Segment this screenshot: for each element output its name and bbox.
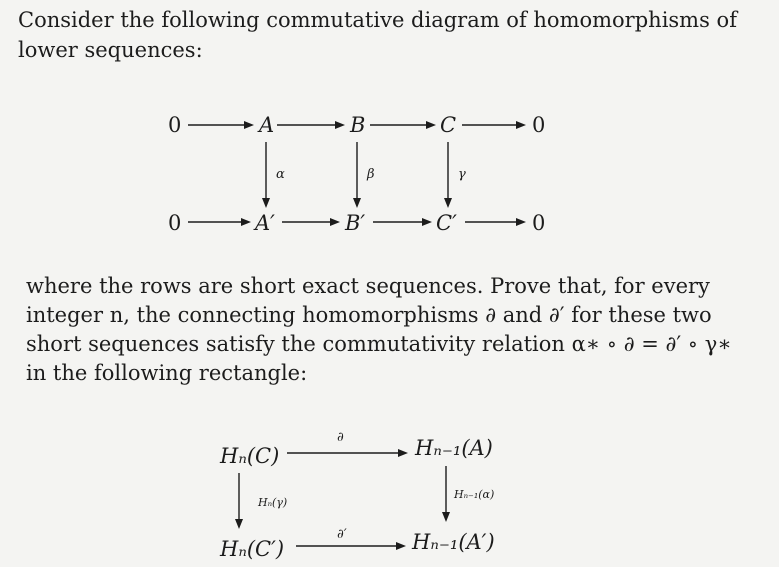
label-boundary: ∂: [337, 430, 344, 445]
arrowhead: [444, 198, 452, 208]
arrowhead: [353, 198, 361, 208]
arrowhead: [426, 121, 436, 129]
label-Hn1-alpha: Hₙ₋₁(α): [454, 488, 495, 501]
node-Hn1-A: Hₙ₋₁(A): [415, 436, 493, 460]
label-Hn-gamma: Hₙ(γ): [258, 496, 288, 509]
body-line-4: in the following rectangle:: [26, 361, 308, 385]
node-A-prime: A′: [255, 211, 275, 235]
arrowhead: [442, 512, 450, 522]
arrowhead: [244, 121, 254, 129]
arrowhead: [235, 519, 243, 529]
label-gamma: γ: [458, 167, 466, 182]
arrowhead: [262, 198, 270, 208]
node-B: B: [350, 113, 366, 137]
top-zero-right: 0: [532, 113, 546, 137]
arrowhead: [241, 218, 251, 226]
intro-line-2: lower sequences:: [18, 38, 203, 62]
node-Hn-C-prime: Hₙ(C′): [220, 537, 285, 561]
node-A: A: [259, 113, 275, 137]
arrowhead: [396, 542, 406, 550]
body-line-2: integer n, the connecting homomorphisms ∂ and ∂′ for these two: [26, 303, 712, 327]
intro-line-1: Consider the following commutative diagram of homomorphisms of: [18, 8, 737, 32]
arrowhead: [330, 218, 340, 226]
node-B-prime: B′: [345, 211, 366, 235]
bottom-zero-right: 0: [532, 211, 546, 235]
body-line-1: where the rows are short exact sequences. Prove that, for every: [26, 274, 710, 298]
node-C: C: [440, 113, 457, 137]
bottom-zero-left: 0: [168, 211, 182, 235]
label-beta: β: [367, 167, 375, 182]
node-Hn-C: Hₙ(C): [220, 444, 280, 468]
top-zero-left: 0: [168, 113, 182, 137]
label-alpha: α: [276, 167, 285, 182]
body-line-3: short sequences satisfy the commutativity relation α∗ ∘ ∂ = ∂′ ∘ γ∗: [26, 332, 732, 356]
arrowhead: [516, 121, 526, 129]
arrowhead: [516, 218, 526, 226]
arrowhead: [422, 218, 432, 226]
arrowhead: [398, 449, 408, 457]
node-Hn1-A-prime: Hₙ₋₁(A′): [412, 530, 495, 554]
node-C-prime: C′: [436, 211, 457, 235]
label-boundary-prime: ∂′: [337, 527, 347, 542]
arrowhead: [335, 121, 345, 129]
